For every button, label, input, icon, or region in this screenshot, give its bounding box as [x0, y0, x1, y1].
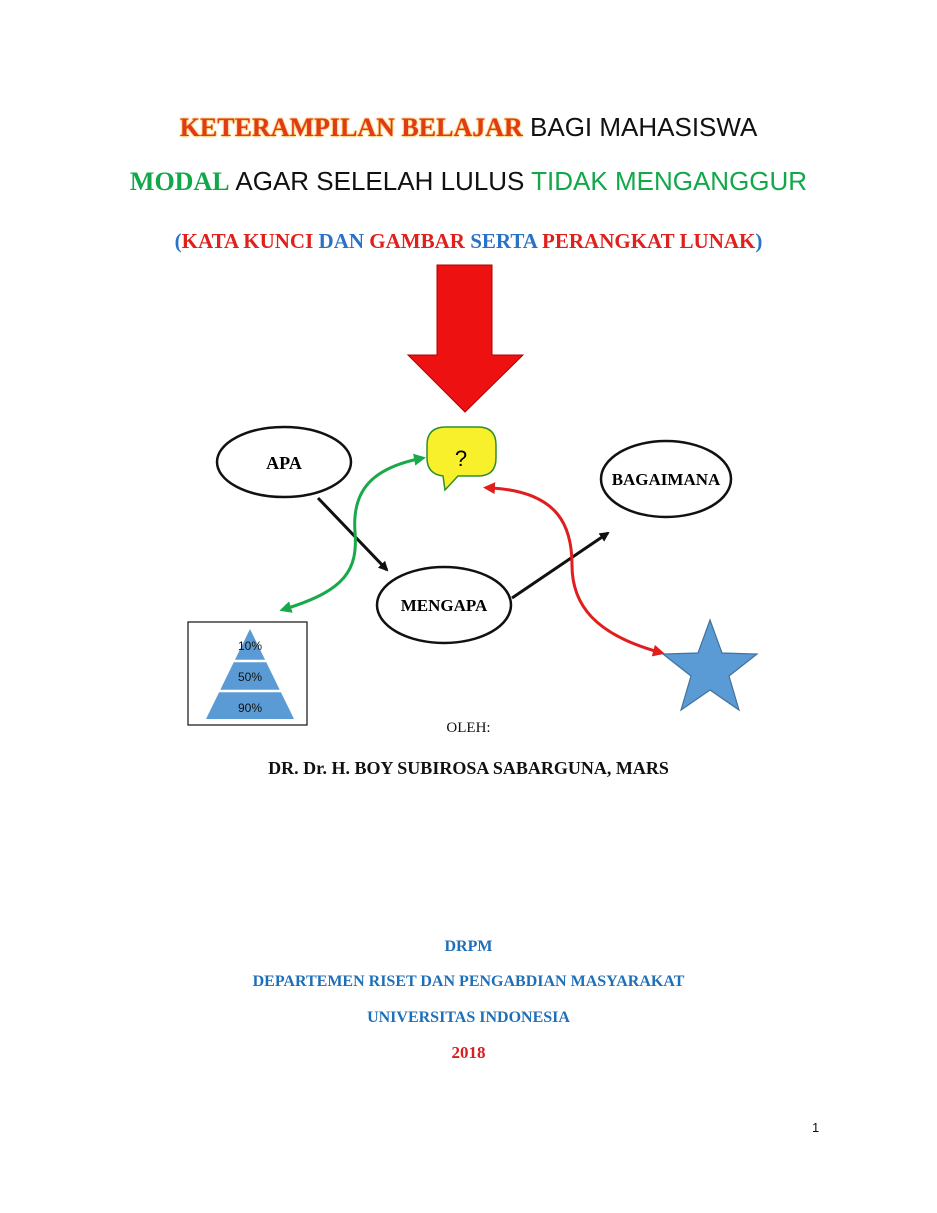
pyramid-level-middle: 50% — [237, 670, 263, 684]
arrow-mengapa-to-bagaimana — [512, 533, 608, 598]
node-mengapa — [377, 567, 511, 643]
subtitle-open-paren: ( — [174, 229, 182, 253]
title-rest: BAGI MAHASISWA — [522, 112, 758, 142]
subtitle-word-perangkat-lunak: PERANGKAT LUNAK — [542, 229, 756, 253]
down-arrow-icon — [408, 265, 523, 412]
pyramid-figure — [188, 622, 307, 725]
subtitle-word-kata-kunci: KATA KUNCI — [181, 229, 314, 253]
page-number: 1 — [812, 1120, 820, 1135]
node-bagaimana — [601, 441, 731, 517]
pyramid-level-bottom: 90% — [237, 701, 263, 715]
concept-diagram — [0, 260, 937, 730]
node-mengapa-label: MENGAPA — [400, 596, 488, 615]
institution-university: UNIVERSITAS INDONESIA — [367, 1009, 570, 1026]
title-line-2 — [0, 166, 937, 197]
institution-short: DRPM — [444, 938, 493, 955]
node-bagaimana-label: BAGAIMANA — [611, 470, 721, 489]
subtitle-word-gambar: GAMBAR — [369, 229, 465, 253]
subtitle-close-paren: ) — [755, 229, 763, 253]
institution-department: DEPARTEMEN RISET DAN PENGABDIAN MASYARAKAT — [252, 973, 685, 990]
node-apa — [217, 427, 351, 497]
subtitle-word-serta: SERTA — [464, 229, 543, 253]
subtitle-word-dan: DAN — [313, 229, 370, 253]
star-icon — [663, 620, 757, 710]
byline-oleh: OLEH: — [446, 720, 491, 736]
subtitle — [0, 229, 937, 254]
bubble-question-mark: ? — [454, 446, 468, 471]
node-apa-label: APA — [266, 453, 302, 473]
pyramid-level-top: 10% — [237, 639, 263, 653]
title-line-1 — [0, 112, 937, 143]
title-end: TIDAK MENGANGGUR — [531, 166, 808, 196]
title-modal: MODAL — [129, 167, 230, 196]
question-bubble — [427, 427, 496, 490]
title-middle: AGAR SELELAH LULUS — [229, 166, 532, 196]
title-highlight: KETERAMPILAN BELAJAR — [179, 113, 523, 142]
author-name: DR. Dr. H. BOY SUBIROSA SABARGUNA, MARS — [268, 758, 669, 778]
publication-year: 2018 — [451, 1043, 486, 1062]
